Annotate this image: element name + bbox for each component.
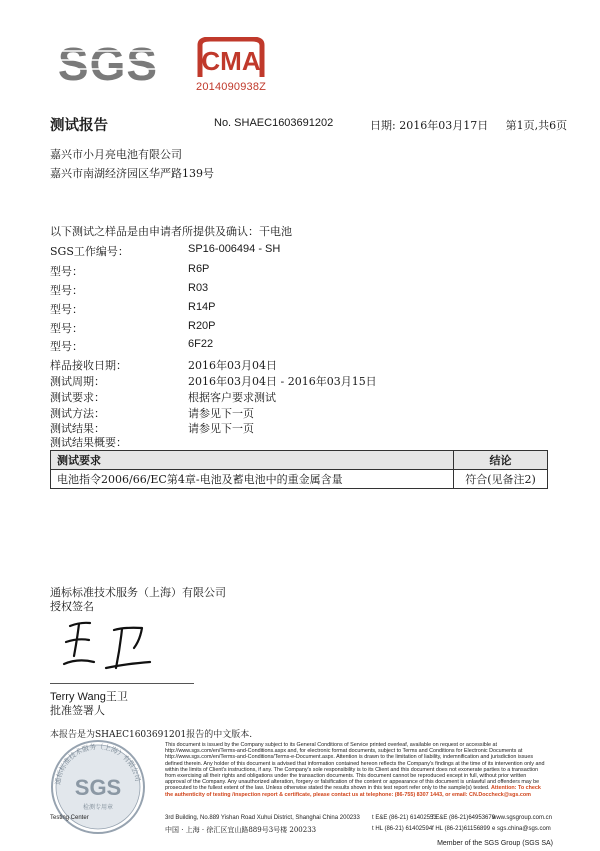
- company-name: 通标标准技术服务（上海）有限公司: [50, 586, 226, 599]
- legal-disclaimer: [165, 742, 547, 798]
- member-line: Member of the SGS Group (SGS SA): [437, 840, 553, 847]
- sample-label-model: 型号：: [50, 284, 83, 297]
- table-row: [51, 470, 548, 489]
- sample-label-received-date: 样品接收日期：: [50, 359, 127, 372]
- sample-label-model: 型号：: [50, 322, 83, 335]
- sample-value-test-result: 请参见下一页: [188, 422, 254, 435]
- disclaimer-text: This document is issued by the Company subject to its General Conditions of Service printed overleaf, available on request or accessible at http://www.sgs.com/en/Terms-and-Conditions.aspx and, for electronic format documents, subject to Terms and Conditions for Electronic Documents at http://www.sgs.com/en/Terms-and-Conditions/Terms-e-Document.aspx. Attention is drawn to the limitation of liability, indemnification and jurisdiction issues defined therein. Any holder of this document is advised that information contained hereon reflects the Company's findings at the time of its intervention only and within the limits of Client's instructions, if any. The Company's sole responsibility is to its Client and this document does not exonerate parties to a transaction from exercising all their rights and obligations under the transaction documents. This document cannot be reproduced except in full, without prior written approval of the Company. Any unauthorized alteration, forgery or falsification of the content or appearance of this document is unlawful and offenders may be prosecuted to the fullest extent of the law. Unless otherwise stated the results shown in this test report refer only to the sample(s) tested.: [165, 742, 545, 792]
- summary-label: 测试结果概要：: [50, 436, 127, 449]
- website: www.sgsgroup.com.cn: [492, 815, 553, 821]
- cell-conclusion: 符合(见备注2): [454, 470, 548, 489]
- version-note: 本报告是为SHAEC1603691201报告的中文版本.: [50, 730, 253, 740]
- sample-value-model: R6P: [188, 263, 210, 275]
- sample-value-model: 6F22: [188, 338, 214, 350]
- stamp-ring-text: 通标标准技术服务（上海）有限公司: [53, 742, 142, 786]
- sample-label-test-period: 测试周期：: [50, 375, 105, 388]
- handwritten-signature: [62, 618, 154, 674]
- stamp-sub-text: 检测专用章: [82, 804, 114, 811]
- signer-name: Terry Wang王卫: [50, 691, 128, 703]
- cma-logo: [196, 37, 266, 79]
- address-cn: 中国 · 上海 · 徐汇区宜山路889号3号楼 200233: [165, 826, 317, 834]
- sample-label-test-result: 测试结果：: [50, 422, 105, 435]
- sample-label-test-method: 测试方法：: [50, 407, 105, 420]
- sgs-logo-text: SGS: [57, 38, 159, 90]
- email: e sgs.china@sgs.com: [492, 826, 551, 832]
- fax-cn: f HL (86-21)61156899: [432, 826, 491, 832]
- testing-center-label: Testing Center: [50, 815, 89, 821]
- authorized-signature-label: 授权签名: [50, 600, 94, 613]
- report-date-page: 日期: 2016年03月17日 第1页,共6页: [370, 119, 568, 132]
- cell-requirement: 电池指令2006/66/EC第4章-电池及蓄电池中的重金属含量: [51, 470, 454, 489]
- cma-logo-text: CMA: [201, 46, 261, 76]
- sample-value-received-date: 2016年03月04日: [188, 359, 277, 372]
- address-en: 3rd Building, No.889 Yishan Road Xuhui District, Shanghai China 200233: [165, 815, 360, 821]
- sample-label-model: 型号：: [50, 340, 83, 353]
- tel-cn: t HL (86-21) 61402594: [372, 826, 433, 832]
- signature-line: [50, 683, 194, 684]
- cma-number: 2014090938Z: [196, 81, 267, 93]
- sgs-logo: [52, 38, 164, 90]
- client-name: 嘉兴市小月亮电池有限公司: [50, 148, 182, 161]
- stamp-center-text: SGS: [74, 775, 122, 800]
- sample-intro: 以下测试之样品是由申请者所提供及确认：干电池: [50, 225, 292, 238]
- approver-title: 批准签署人: [50, 704, 105, 717]
- report-number: No. SHAEC1603691202: [214, 117, 334, 129]
- sample-value-model: R20P: [188, 320, 216, 332]
- sample-value-job-no: SP16-006494 - SH: [188, 243, 281, 255]
- sample-label-model: 型号：: [50, 303, 83, 316]
- sample-label-job-no: SGS工作编号：: [50, 245, 129, 258]
- tel-en: t E&E (86-21) 61402553: [372, 815, 437, 821]
- client-address: 嘉兴市南湖经济园区华严路139号: [50, 167, 214, 180]
- sample-label-model: 型号：: [50, 265, 83, 278]
- document-title: 测试报告: [50, 117, 108, 134]
- sample-label-test-requirement: 测试要求：: [50, 391, 105, 404]
- results-table: [50, 450, 548, 489]
- sample-value-test-period: 2016年03月04日 - 2016年03月15日: [188, 375, 377, 388]
- table-header-row: [51, 451, 548, 470]
- sample-value-model: R03: [188, 282, 209, 294]
- column-header-requirement: 测试要求: [51, 451, 454, 470]
- fax-en: f E&E (86-21)64953679: [432, 815, 496, 821]
- sample-value-model: R14P: [188, 301, 216, 313]
- sample-value-test-method: 请参见下一页: [188, 407, 254, 420]
- column-header-conclusion: 结论: [454, 451, 548, 470]
- attention-text: Attention: To check the authenticity of testing /inspection report & certificate, please contact us at telephone: (86-755) 8307 1443, or email: CN.Doccheck@sgs.com: [165, 785, 541, 798]
- sample-value-test-requirement: 根据客户要求测试: [188, 391, 276, 404]
